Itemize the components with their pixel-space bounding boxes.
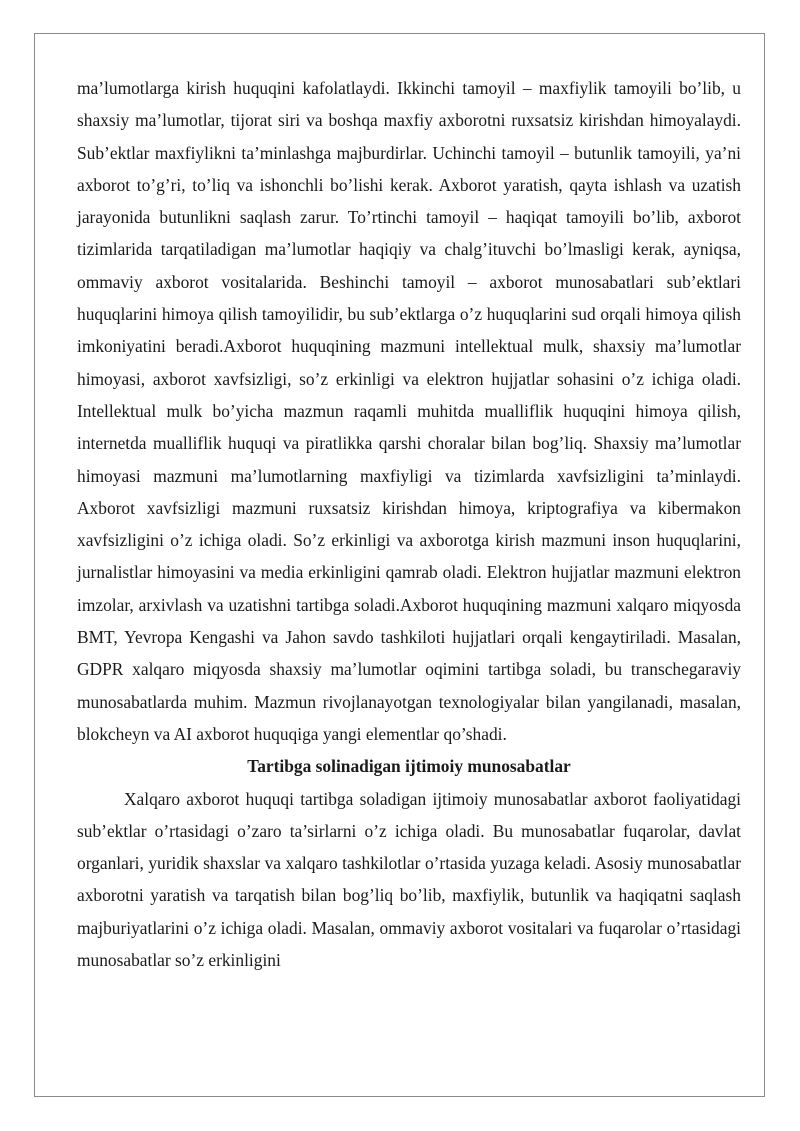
body-paragraph: ma’lumotlarga kirish huquqini kafolatlaydi. Ikkinchi tamoyil – maxfiylik tamoyili bo’lib, u shaxsiy ma’lumotlar, tijorat siri va boshqa maxfiy axborotni ruxsatsiz kirishdan himoyalaydi. Sub’ektlar maxfiylikni ta’minlashga majburdirlar. Uchinchi tamoyil – butunlik tamoyili, ya’ni axborot to’g’ri, to’liq va ishonchli bo’lishi kerak. Axborot yaratish, qayta ishlash va uzatish jarayonida butunlikni saqlash zarur. To’rtinchi tamoyil – haqiqat tamoyili bo’lib, axborot tizimlarida tarqatiladigan ma’lumotlar haqiqiy va chalg’ituvchi bo’lmasligi kerak, ayniqsa, ommaviy axborot vositalarida. Beshinchi tamoyil – axborot munosabatlari sub’ektlari huquqlarini himoya qilish tamoyilidir, bu sub’ektlarga o’z huquqlarini sud orqali himoya qilish imkoniyatini beradi.Axborot huquqining mazmuni intellektual mulk, shaxsiy ma’lumotlar himoyasi, axborot xavfsizligi, so’z erkinligi va elektron hujjatlar sohasini o’z ichiga oladi. Intellektual mulk bo’yicha mazmun raqamli muhitda mualliflik huquqini himoya qilish, internetda mualliflik huquqi va piratlikka qarshi choralar bilan bog’liq. Shaxsiy ma’lumotlar himoyasi mazmuni ma’lumotlarning maxfiyligi va tizimlarda xavfsizligini ta’minlaydi. Axborot xavfsizligi mazmuni ruxsatsiz kirishdan himoya, kriptografiya va kibermakon xavfsizligini o’z ichiga oladi. So’z erkinligi va axborotga kirish mazmuni inson huquqlarini, jurnalistlar himoyasini va media erkinligini qamrab oladi. Elektron hujjatlar mazmuni elektron imzolar, arxivlash va uzatishni tartibga soladi.Axborot huquqining mazmuni xalqaro miqyosda BMT, Yevropa Kengashi va Jahon savdo tashkiloti hujjatlari orqali kengaytiriladi. Masalan, GDPR xalqaro miqyosda shaxsiy ma’lumotlar oqimini tartibga soladi, bu transchegaraviy munosabatlarda muhim. Mazmun rivojlanayotgan texnologiyalar bilan yangilanadi, masalan, blokcheyn va AI axborot huquqiga yangi elementlar qo’shadi. [77,78,741,744]
section-heading: Tartibga solinadigan ijtimoiy munosabatlar [247,756,571,777]
body-paragraph: Xalqaro axborot huquqi tartibga soladigan ijtimoiy munosabatlar axborot faoliyatidagi sub’ektlar o’rtasidagi o’zaro ta’sirlarni o’z ichiga oladi. Bu munosabatlar fuqarolar, davlat organlari, yuridik shaxslar va xalqaro tashkilotlar o’rtasida yuzaga keladi. Asosiy munosabatlar axborotni yaratish va tarqatish bilan bog’liq bo’lib, maxfiylik, butunlik va haqiqatni saqlash majburiyatlarini o’z ichiga oladi. Masalan, ommaviy axborot vositalari va fuqarolar o’rtasidagi munosabatlar so’z erkinligini [77,788,741,971]
document-body [77,72,741,976]
